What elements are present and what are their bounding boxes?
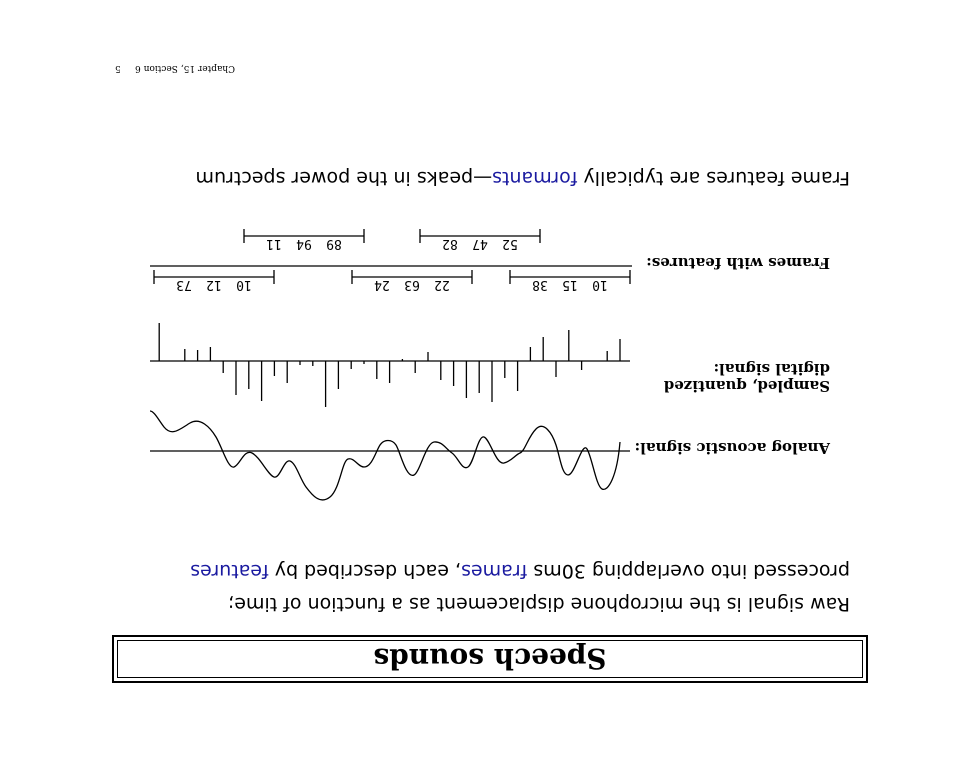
sample-stems xyxy=(159,323,620,407)
footer-chapter: Chapter 15, Section 6 xyxy=(135,63,235,73)
frame-feature-value: 94 xyxy=(296,236,312,251)
frame-feature-value: 15 xyxy=(562,277,578,292)
frames-link[interactable]: frames xyxy=(461,560,528,582)
frame-feature-value: 24 xyxy=(374,277,390,292)
frame-feature-value: 47 xyxy=(472,236,488,251)
frame-feature-value: 11 xyxy=(266,236,282,251)
frame-feature-value: 52 xyxy=(502,236,518,251)
analog-signal-label: Analog acoustic signal: xyxy=(634,439,830,457)
page-footer xyxy=(115,63,235,73)
sampled-signal-label: Sampled, quantized digital signal: xyxy=(663,360,830,395)
frame-feature-value: 63 xyxy=(404,277,420,292)
frames-label: Frames with features: xyxy=(646,254,830,272)
frame-feature-value: 82 xyxy=(442,236,458,251)
slide-title: Speech sounds xyxy=(373,642,607,675)
analog-waveform xyxy=(150,411,620,500)
frame-feature-value: 73 xyxy=(176,277,192,292)
footer-page-number: 5 xyxy=(115,63,121,73)
intro-line-1: Raw signal is the microphone displacement as a function of time; xyxy=(227,593,850,615)
frame-feature-value: 10 xyxy=(592,277,608,292)
frame-values xyxy=(176,236,608,292)
formants-link[interactable]: formants xyxy=(492,167,578,189)
frame-feature-value: 12 xyxy=(206,277,222,292)
frame-feature-value: 22 xyxy=(434,277,450,292)
intro-line-2: processed into overlapping 30ms frames, each described by features xyxy=(190,560,850,582)
closing-line: Frame features are typically formants—peaks in the power spectrum xyxy=(195,167,850,189)
frame-brackets xyxy=(154,229,630,284)
frame-feature-value: 89 xyxy=(326,236,342,251)
frame-feature-value: 10 xyxy=(236,277,252,292)
features-link[interactable]: features xyxy=(190,560,269,582)
frame-feature-value: 38 xyxy=(532,277,548,292)
